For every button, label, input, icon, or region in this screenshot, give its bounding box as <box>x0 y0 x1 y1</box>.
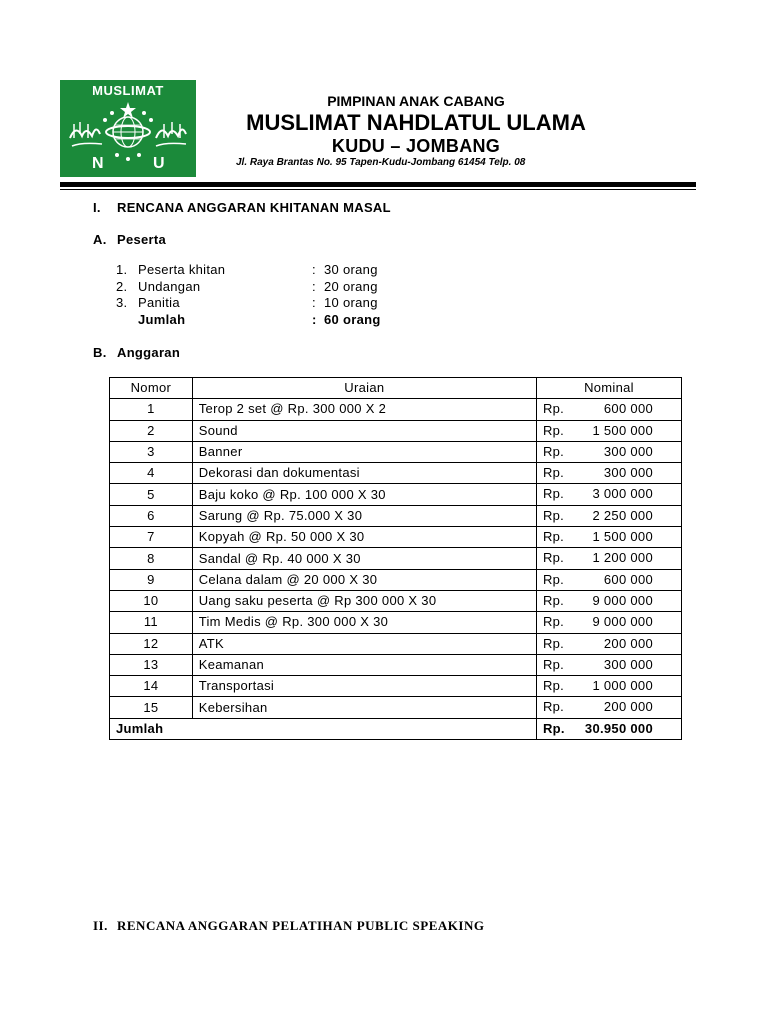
table-header-row <box>110 378 682 399</box>
currency-label: Rp. <box>542 529 565 545</box>
row-amount-cell <box>536 612 681 633</box>
table-row <box>110 569 682 590</box>
row-description: Baju koko @ Rp. 100 000 X 30 <box>192 484 536 505</box>
currency-label: Rp. <box>542 401 565 417</box>
table-row <box>110 399 682 420</box>
subsection-a-title: Peserta <box>117 232 167 247</box>
table-row <box>110 590 682 611</box>
row-description: Tim Medis @ Rp. 300 000 X 30 <box>192 612 536 633</box>
row-amount-cell <box>536 484 681 505</box>
currency-label: Rp. <box>542 443 565 459</box>
row-amount: 300 000 <box>603 656 653 672</box>
row-amount-cell <box>536 505 681 526</box>
currency-label: Rp. <box>542 614 565 630</box>
header-divider-thin <box>60 189 696 190</box>
row-number: 1 <box>110 399 193 420</box>
row-amount: 1 200 000 <box>592 550 653 566</box>
row-amount: 300 000 <box>603 465 653 481</box>
row-amount: 9 000 000 <box>592 592 653 608</box>
currency-label: Rp. <box>542 465 565 481</box>
table-row <box>110 527 682 548</box>
list-item-number: 3. <box>116 295 128 310</box>
row-description: Uang saku peserta @ Rp 300 000 X 30 <box>192 590 536 611</box>
letterhead-location: KUDU – JOMBANG <box>331 136 501 156</box>
list-item-number: 2. <box>116 278 128 294</box>
row-amount-cell <box>536 463 681 484</box>
list-item <box>116 279 416 296</box>
row-amount: 600 000 <box>603 571 653 587</box>
row-description: Terop 2 set @ Rp. 300 000 X 2 <box>192 399 536 420</box>
table-row <box>110 697 682 718</box>
row-description: Dekorasi dan dokumentasi <box>192 463 536 484</box>
row-amount-cell <box>536 399 681 420</box>
currency-label: Rp. <box>542 635 565 651</box>
row-amount: 3 000 000 <box>592 486 653 502</box>
currency-label: Rp. <box>542 486 565 502</box>
list-item-value: 20 orang <box>324 278 378 294</box>
subsection-b-heading <box>93 345 180 360</box>
subsection-a-heading <box>93 232 166 247</box>
subsection-b-title: Anggaran <box>117 345 181 360</box>
row-number: 14 <box>110 676 193 697</box>
row-description: Sarung @ Rp. 75.000 X 30 <box>192 505 536 526</box>
row-description: Sound <box>192 420 536 441</box>
row-description: Celana dalam @ 20 000 X 30 <box>192 569 536 590</box>
currency-label: Rp. <box>542 507 565 523</box>
total-amount-cell <box>536 718 681 739</box>
row-number: 11 <box>110 612 193 633</box>
row-amount-cell <box>536 590 681 611</box>
row-amount: 9 000 000 <box>592 614 653 630</box>
column-header-number: Nomor <box>110 378 193 399</box>
list-item-number: 1. <box>116 262 128 277</box>
logo-letter-u: U <box>153 155 165 172</box>
row-amount-cell <box>536 697 681 718</box>
subsection-b-number: B. <box>93 345 107 360</box>
header-divider <box>60 182 696 187</box>
row-number: 8 <box>110 548 193 569</box>
row-number: 10 <box>110 590 193 611</box>
logo-word: MUSLIMAT <box>92 83 164 98</box>
table-total-row <box>110 718 682 739</box>
row-amount-cell <box>536 527 681 548</box>
participant-total-value: 60 orang <box>324 311 381 327</box>
section-1-title: RENCANA ANGGARAN KHITANAN MASAL <box>117 200 391 215</box>
list-item <box>116 295 416 312</box>
list-item-value: 10 orang <box>324 295 378 310</box>
table-row <box>110 548 682 569</box>
currency-label: Rp. <box>542 699 565 715</box>
total-label: Jumlah <box>110 718 537 739</box>
section-2-title: RENCANA ANGGARAN PELATIHAN PUBLIC SPEAKING <box>117 918 485 933</box>
row-number: 13 <box>110 654 193 675</box>
row-number: 3 <box>110 441 193 462</box>
table-row <box>110 505 682 526</box>
row-description: Banner <box>192 441 536 462</box>
table-row <box>110 484 682 505</box>
list-item <box>116 262 416 279</box>
row-number: 2 <box>110 420 193 441</box>
currency-label: Rp. <box>542 571 565 587</box>
column-header-amount: Nominal <box>536 378 681 399</box>
row-amount-cell <box>536 548 681 569</box>
row-amount: 1 500 000 <box>592 529 653 545</box>
budget-table <box>109 377 682 740</box>
table-row <box>110 654 682 675</box>
row-amount: 200 000 <box>603 699 653 715</box>
row-description: Kebersihan <box>192 697 536 718</box>
row-amount-cell <box>536 633 681 654</box>
row-amount-cell <box>536 420 681 441</box>
row-number: 15 <box>110 697 193 718</box>
row-amount: 2 250 000 <box>592 507 653 523</box>
list-item-colon: : <box>312 278 316 294</box>
participant-list <box>116 262 416 328</box>
row-description: Transportasi <box>192 676 536 697</box>
row-number: 9 <box>110 569 193 590</box>
row-amount-cell <box>536 441 681 462</box>
subsection-a-number: A. <box>93 232 107 247</box>
row-amount: 1 500 000 <box>592 422 653 438</box>
row-description: Kopyah @ Rp. 50 000 X 30 <box>192 527 536 548</box>
section-2-heading <box>93 918 484 934</box>
list-item-value: 30 orang <box>324 262 378 277</box>
list-item-label: Panitia <box>138 295 180 310</box>
table-row <box>110 633 682 654</box>
row-description: Keamanan <box>192 654 536 675</box>
participant-total-colon: : <box>312 311 317 327</box>
row-number: 5 <box>110 484 193 505</box>
table-row <box>110 676 682 697</box>
row-amount: 1 000 000 <box>592 678 653 694</box>
letterhead-org-name: MUSLIMAT NAHDLATUL ULAMA <box>246 110 586 135</box>
row-description: Sandal @ Rp. 40 000 X 30 <box>192 548 536 569</box>
table-row <box>110 463 682 484</box>
letterhead-address: Jl. Raya Brantas No. 95 Tapen-Kudu-Jombang 61454 Telp. 08 <box>236 157 526 168</box>
row-number: 4 <box>110 463 193 484</box>
currency-label: Rp. <box>542 678 565 694</box>
list-item-colon: : <box>312 262 316 277</box>
row-description: ATK <box>192 633 536 654</box>
table-row <box>110 420 682 441</box>
section-1-heading <box>93 200 391 215</box>
row-number: 12 <box>110 633 193 654</box>
table-row <box>110 612 682 633</box>
currency-label: Rp. <box>542 656 565 672</box>
logo-letter-n: N <box>92 155 104 172</box>
list-item-label: Peserta khitan <box>138 262 226 277</box>
currency-label: Rp. <box>542 720 565 736</box>
total-amount: 30.950 000 <box>584 720 653 736</box>
row-amount-cell <box>536 569 681 590</box>
table-row <box>110 441 682 462</box>
participant-total-label: Jumlah <box>138 311 186 327</box>
globe-star-emblem-icon <box>60 80 196 177</box>
row-number: 7 <box>110 527 193 548</box>
row-amount: 300 000 <box>603 443 653 459</box>
currency-label: Rp. <box>542 592 565 608</box>
column-header-description: Uraian <box>192 378 536 399</box>
section-1-number: I. <box>93 200 101 215</box>
organization-logo <box>60 80 196 177</box>
letterhead-line1: PIMPINAN ANAK CABANG <box>327 93 505 109</box>
list-item-colon: : <box>312 295 316 310</box>
currency-label: Rp. <box>542 422 565 438</box>
row-amount: 200 000 <box>603 635 653 651</box>
row-amount-cell <box>536 676 681 697</box>
row-amount-cell <box>536 654 681 675</box>
participant-total <box>116 312 416 329</box>
currency-label: Rp. <box>542 550 565 566</box>
section-2-number: II. <box>93 918 108 933</box>
row-number: 6 <box>110 505 193 526</box>
list-item-label: Undangan <box>138 278 201 294</box>
row-amount: 600 000 <box>603 401 653 417</box>
